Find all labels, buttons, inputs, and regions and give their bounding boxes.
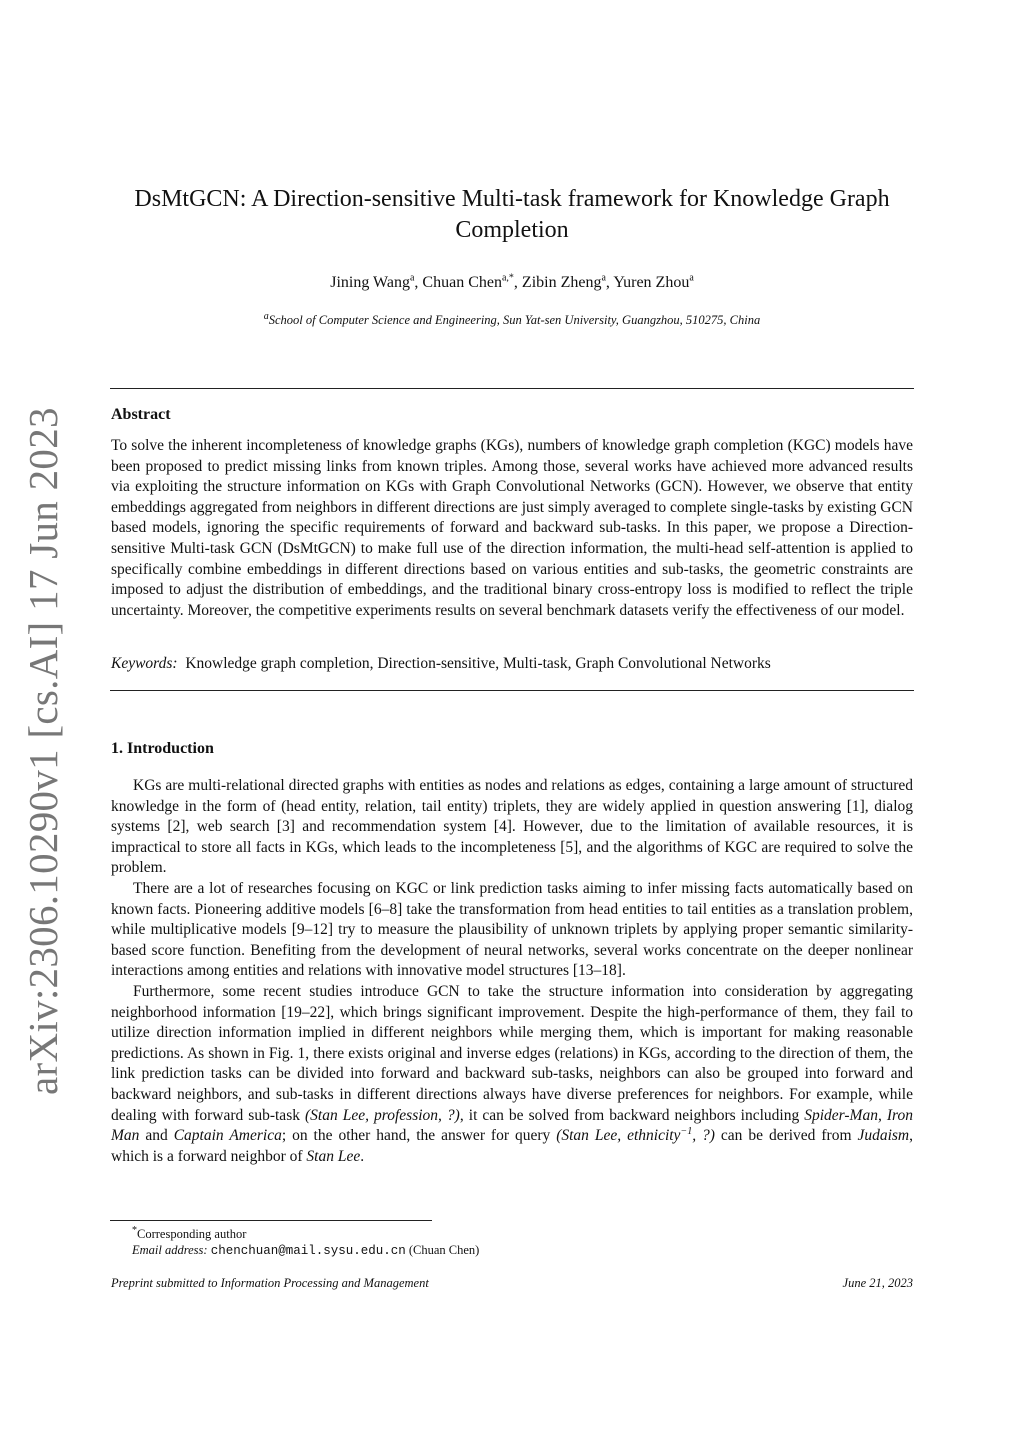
email-link[interactable]: chenchuan@mail.sysu.edu.cn: [210, 1244, 406, 1258]
abstract-bottom-rule: [110, 690, 914, 691]
intro-paragraph-2: There are a lot of researches focusing on KGC or link prediction tasks aiming to infer missing facts automatically based on known facts. Pioneering additive models [6–8] take the transformation from head entities to tail entities as a translation problem, while multiplicative models [9–12] try to measure the plausibility of unknown triplets by applying proper semantic similarity-based score function. Benefiting from the development of neural networks, several works concentrate on the deeper nonlinear interactions among entities and relations with innovative model structures [13–18].: [111, 879, 913, 980]
author-list: Jining Wang$^a$, Chuan Chen$^{a,*}$, Zibin Zheng$^a$, Yuren Zhou$^a$: [330, 272, 694, 291]
author-affil-mark: a: [689, 272, 694, 284]
arxiv-sidebar-stamp: arXiv:2306.10290v1 [cs.AI] 17 Jun 2023: [20, 407, 66, 1095]
abstract-text: To solve the inherent incompleteness of knowledge graphs (KGs), numbers of knowledge graph completion (KGC) models have been proposed to predict missing links from known triples. Among those, several works have achieved more advanced results via exploiting the structure information on KGs with Graph Convolutional Networks (GCN). However, we observe that entity embeddings aggregated from neighbors in different directions are just simply averaged to complete single-tasks by existing GCN based models, ignoring the specific requirements of forward and backward sub-tasks. In this paper, we propose a Direction-sensitive Multi-task GCN (DsMtGCN) to make full use of the direction information, the multi-head self-attention is applied to specifically combine embeddings in different directions based on various entities and sub-tasks, the geometric constraints are imposed to adjust the distribution of embeddings, and the traditional binary cross-entropy loss is modified to reflect the triple uncertainty. Moreover, the competitive experiments results on several benchmark datasets verify the effectiveness of our model.: [111, 437, 913, 619]
footer-journal: Preprint submitted to Information Processing and Management: [111, 1276, 429, 1290]
intro-paragraph-1: KGs are multi-relational directed graphs with entities as nodes and relations as edges, containing a large amount of structured knowledge in the form of (head entity, relation, tail entity) triplets, they are widely applied in question answering [1], dialog systems [2], web search [3] and recommendation system [4]. However, due to the limitation of available resources, it is impractical to store all facts in KGs, which leads to the incompleteness [5], and the algorithms of KGC are required to solve the problem.: [111, 777, 913, 877]
paper-title: DsMtGCN: A Direction-sensitive Multi-task framework for Knowledge Graph Completion: [134, 186, 890, 243]
intro-paragraph-3: Furthermore, some recent studies introduce GCN to take the structure information into consideration by aggregating neighborhood information [19–22], which brings significant improvement. Despite the high-performance of them, they fail to utilize direction information implied in different neighbors while merging them, which is important for making reasonable predictions. As shown in Fig. 1, there exists original and inverse edges (relations) in KGs, according to the direction of them, the link prediction tasks can be divided into forward and backward sub-tasks, neighbors can also be grouped into forward and backward neighbors, and sub-tasks in different directions always have diverse preferences for neighbors. For example, while dealing with forward sub-task (Stan Lee, profession, ?), it can be solved from backward neighbors including Spider-Man, Iron Man and Captain America; on the other hand, the answer for query (Stan Lee, ethnicity$^{-1}$, ?) can be derived from Judaism, which is a forward neighbor of Stan Lee.: [111, 982, 913, 1165]
author-name: Jining Wang: [330, 274, 410, 291]
author-name: Chuan Chen: [422, 274, 502, 291]
abstract-heading: Abstract: [111, 406, 171, 423]
author-affil-mark: a,*: [501, 272, 514, 284]
keywords: [111, 655, 913, 673]
affiliation-text: School of Computer Science and Engineering, Sun Yat-sen University, Guangzhou, 510275, China: [268, 313, 761, 327]
author-name: Zibin Zheng: [521, 274, 602, 291]
keywords-label: Keywords:: [111, 655, 178, 672]
author-name: Yuren Zhou: [613, 274, 690, 291]
footer-date: June 21, 2023: [842, 1276, 913, 1290]
author-affil-mark: a: [409, 272, 415, 284]
introduction-body: [111, 776, 913, 1167]
affiliation-mark: a: [263, 310, 269, 322]
keywords-text: Knowledge graph completion, Direction-sensitive, Multi-task, Graph Convolutional Networks: [185, 655, 771, 672]
abstract-top-rule: [110, 388, 914, 389]
author-affil-mark: a: [601, 272, 606, 284]
footnote-corresponding: *Corresponding author: [132, 1224, 247, 1241]
footnote-rule: [110, 1220, 432, 1221]
footnote: [132, 1226, 479, 1259]
footnote-email: Email address: chenchuan@mail.sysu.edu.cn (Chuan Chen): [132, 1243, 480, 1258]
affiliation: [110, 310, 914, 328]
section-heading-introduction: 1. Introduction: [111, 740, 214, 757]
